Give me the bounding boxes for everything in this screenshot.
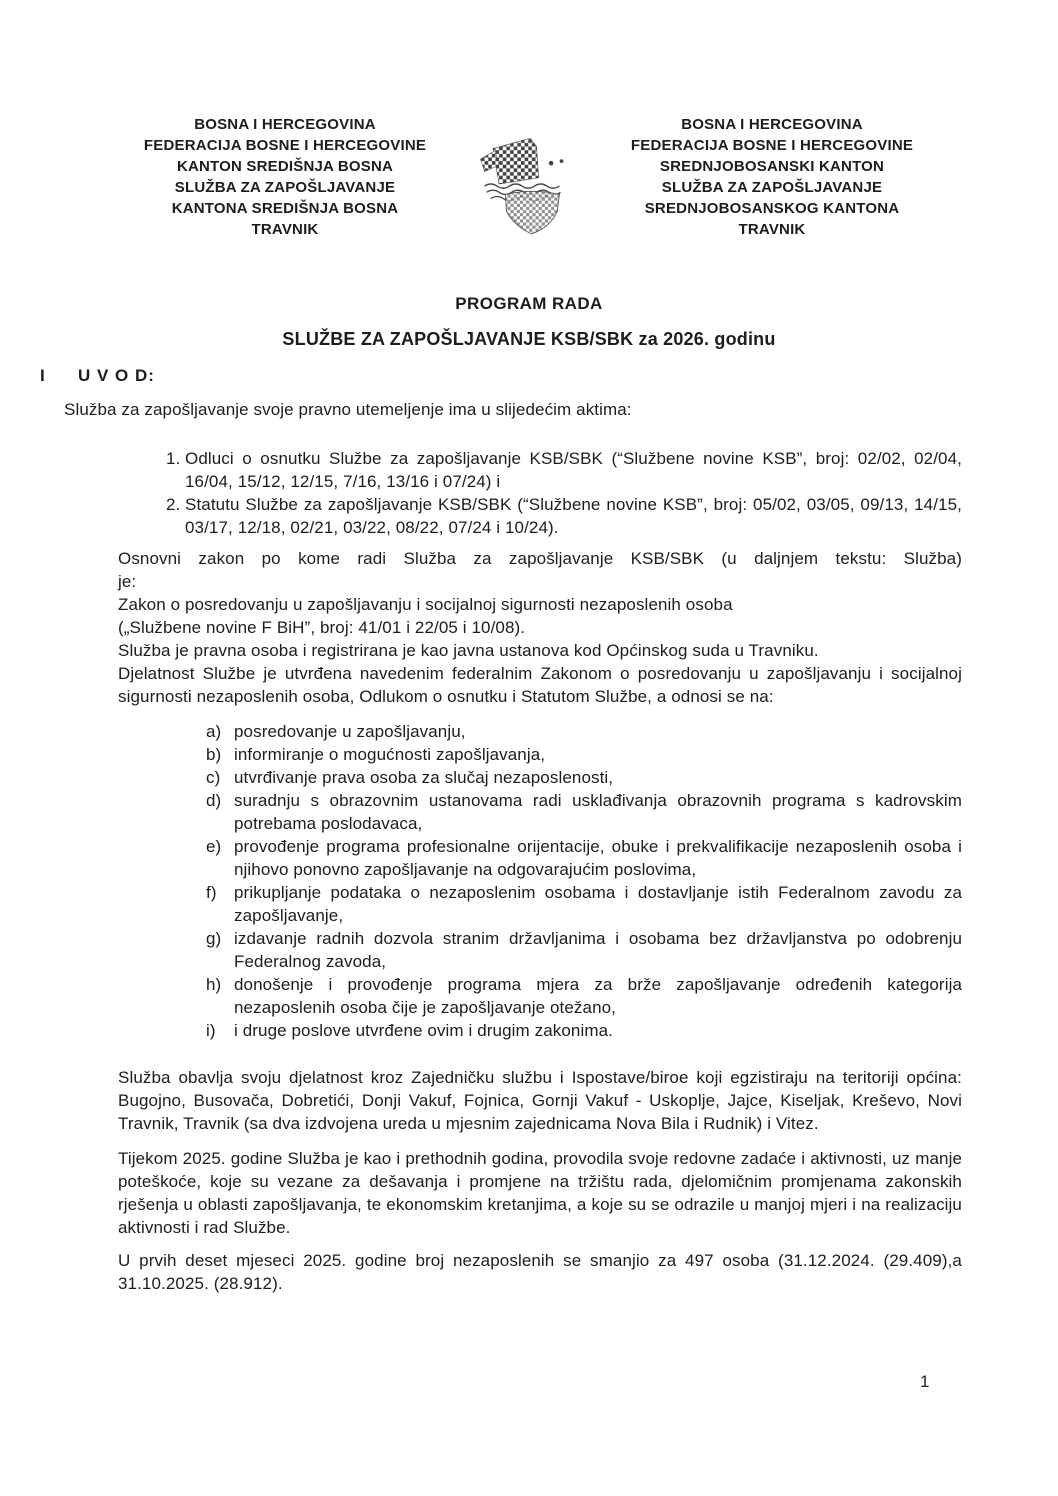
list-item bbox=[166, 493, 962, 539]
paragraph-year-review: Tijekom 2025. godine Služba je kao i prethodnih godina, provodila svoje redovne zadaće i aktivnosti, uz manje poteškoće, koje su vezane za dešavanja i promjene na tržištu rada, djelomičnim promjenama zakonskih rješenja u oblasti zapošljavanja, te ekonomskim kretanjima, a koje su se odrazile u manjoj mjeri i na realizaciju aktivnosti i rad Službe. bbox=[118, 1149, 962, 1237]
letterhead-right bbox=[586, 114, 958, 240]
letterhead-left-line: BOSNA I HERCEGOVINA bbox=[194, 116, 376, 133]
list-item bbox=[206, 789, 962, 835]
list-item-text: informiranje o mogućnosti zapošljavanja, bbox=[234, 745, 546, 764]
list-item-number: 2. bbox=[166, 495, 181, 514]
intro-paragraph: Služba za zapošljavanje svoje pravno utemeljenje ima u slijedećim aktima: bbox=[64, 400, 632, 419]
list-item-text: izdavanje radnih dozvola stranim državljanima i osobama bez državljanstva po odobrenju Federalnog zavoda, bbox=[234, 929, 962, 971]
list-item-text: posredovanje u zapošljavanju, bbox=[234, 722, 466, 741]
letterhead-right-line: SREDNJOBOSANSKI KANTON bbox=[659, 158, 885, 175]
list-item bbox=[166, 447, 962, 493]
list-item-text: Odluci o osnutku Službe za zapošljavanje KSB/SBK (“Službene novine KSB”, broj: 02/02, 02/04, 16/04, 15/12, 12/15, 7/16, 13/16 i 07/24) i bbox=[185, 449, 962, 491]
list-item-text: utvrđivanje prava osoba za slučaj nezaposlenosti, bbox=[234, 768, 614, 787]
coat-of-arms-icon bbox=[466, 132, 578, 236]
list-item-letter: a) bbox=[206, 722, 222, 741]
list-item-letter: f) bbox=[206, 883, 217, 902]
letterhead-left-line: SLUŽBA ZA ZAPOŠLJAVANJE bbox=[174, 179, 396, 196]
paragraph-offices: Služba obavlja svoju djelatnost kroz Zajedničku službu i Ispostave/biroe koji egzistiraju na teritoriji općina: Bugojno, Busovača, Dobretići, Donji Vakuf, Fojnica, Gornji Vakuf - Uskoplje, Jajce, Kiseljak, Kreševo, Novi Travnik, Travnik (sa dva izdvojena ureda u mjesnim zajednicama Nova Bila i Rudnik) i Vitez. bbox=[118, 1068, 962, 1133]
legal-acts-list bbox=[0, 447, 1058, 539]
letterhead-left-line: KANTON SREDIŠNJA BOSNA bbox=[176, 158, 394, 175]
document-title: PROGRAM RADA bbox=[455, 294, 603, 313]
list-item-text: Statutu Službe za zapošljavanje KSB/SBK (“Službene novine KSB”, broj: 05/02, 03/05, 09/13, 14/15, 03/17, 12/18, 02/21, 03/22, 08/22, 07/24 i 10/24). bbox=[185, 495, 962, 537]
list-item-text: suradnju s obrazovnim ustanovama radi usklađivanja obrazovnih programa s kadrovskim potrebama poslodavaca, bbox=[234, 791, 962, 833]
list-item bbox=[206, 973, 962, 1019]
letterhead-left bbox=[112, 114, 458, 240]
list-item bbox=[206, 1019, 962, 1042]
list-item-letter: d) bbox=[206, 791, 222, 810]
section-heading-uvod bbox=[40, 366, 1058, 386]
paragraph: Zakon o posredovanju u zapošljavanju i socijalnoj sigurnosti nezaposlenih osoba bbox=[118, 595, 733, 614]
list-item-text: donošenje i provođenje programa mjera za brže zapošljavanje određenih kategorija nezaposlenih osoba čije je zapošljavanje otežano, bbox=[234, 975, 962, 1017]
list-item-letter: g) bbox=[206, 929, 222, 948]
letterhead-right-line: FEDERACIJA BOSNE I HERCEGOVINE bbox=[630, 137, 914, 154]
list-item-letter: c) bbox=[206, 768, 221, 787]
paragraph: Osnovni zakon po kome radi Služba za zapošljavanje KSB/SBK (u daljnjem tekstu: Služba) bbox=[118, 549, 962, 568]
letterhead-right-line: TRAVNIK bbox=[738, 221, 806, 238]
section-numeral: I bbox=[40, 366, 45, 385]
list-item-text: provođenje programa profesionalne orijentacije, obuke i prekvalifikacije nezaposlenih osoba i njihovo ponovno zapošljavanje na odgovarajućim poslovima, bbox=[234, 837, 962, 879]
letterhead-left-line: KANTONA SREDIŠNJA BOSNA bbox=[171, 200, 399, 217]
letterhead bbox=[0, 0, 1058, 240]
list-item bbox=[206, 835, 962, 881]
list-item bbox=[206, 927, 962, 973]
page-number: 1 bbox=[920, 1372, 930, 1391]
paragraph: („Službene novine F BiH”, broj: 41/01 i 22/05 i 10/08). bbox=[118, 618, 526, 637]
document-subtitle: SLUŽBE ZA ZAPOŠLJAVANJE KSB/SBK za 2026. godinu bbox=[282, 329, 776, 349]
letterhead-right-line: SLUŽBA ZA ZAPOŠLJAVANJE bbox=[661, 179, 883, 196]
paragraph: je: bbox=[118, 572, 137, 591]
list-item-letter: h) bbox=[206, 975, 222, 994]
list-item bbox=[206, 881, 962, 927]
paragraph: Djelatnost Službe je utvrđena navedenim federalnim Zakonom o posredovanju u zapošljavanju i socijalnoj sigurnosti nezaposlenih osoba, Odlukom o osnutku i Statutom Službe, a odnosi se na: bbox=[118, 664, 962, 706]
activities-list bbox=[0, 720, 1058, 1042]
letterhead-left-line: TRAVNIK bbox=[251, 221, 319, 238]
list-item bbox=[206, 720, 962, 743]
letterhead-right-line: BOSNA I HERCEGOVINA bbox=[681, 116, 863, 133]
section-label: U V O D: bbox=[78, 366, 155, 385]
list-item-number: 1. bbox=[166, 449, 181, 468]
list-item bbox=[206, 743, 962, 766]
paragraph-unemployment-stats: U prvih deset mjeseci 2025. godine broj nezaposlenih se smanjio za 497 osoba (31.12.2024. (29.409),a 31.10.2025. (28.912). bbox=[118, 1251, 962, 1293]
list-item-letter: i) bbox=[206, 1021, 216, 1040]
list-item bbox=[206, 766, 962, 789]
legal-basis-block bbox=[118, 547, 962, 708]
list-item-letter: b) bbox=[206, 745, 222, 764]
letterhead-left-line: FEDERACIJA BOSNE I HERCEGOVINE bbox=[143, 137, 427, 154]
paragraph: Služba je pravna osoba i registrirana je kao javna ustanova kod Općinskog suda u Travniku. bbox=[118, 641, 819, 660]
list-item-letter: e) bbox=[206, 837, 222, 856]
list-item-text: prikupljanje podataka o nezaposlenim osobama i dostavljanje istih Federalnom zavodu za zapošljavanje, bbox=[234, 883, 962, 925]
letterhead-right-line: SREDNJOBOSANSKOG KANTONA bbox=[644, 200, 900, 217]
list-item-text: i druge poslove utvrđene ovim i drugim zakonima. bbox=[234, 1021, 613, 1040]
